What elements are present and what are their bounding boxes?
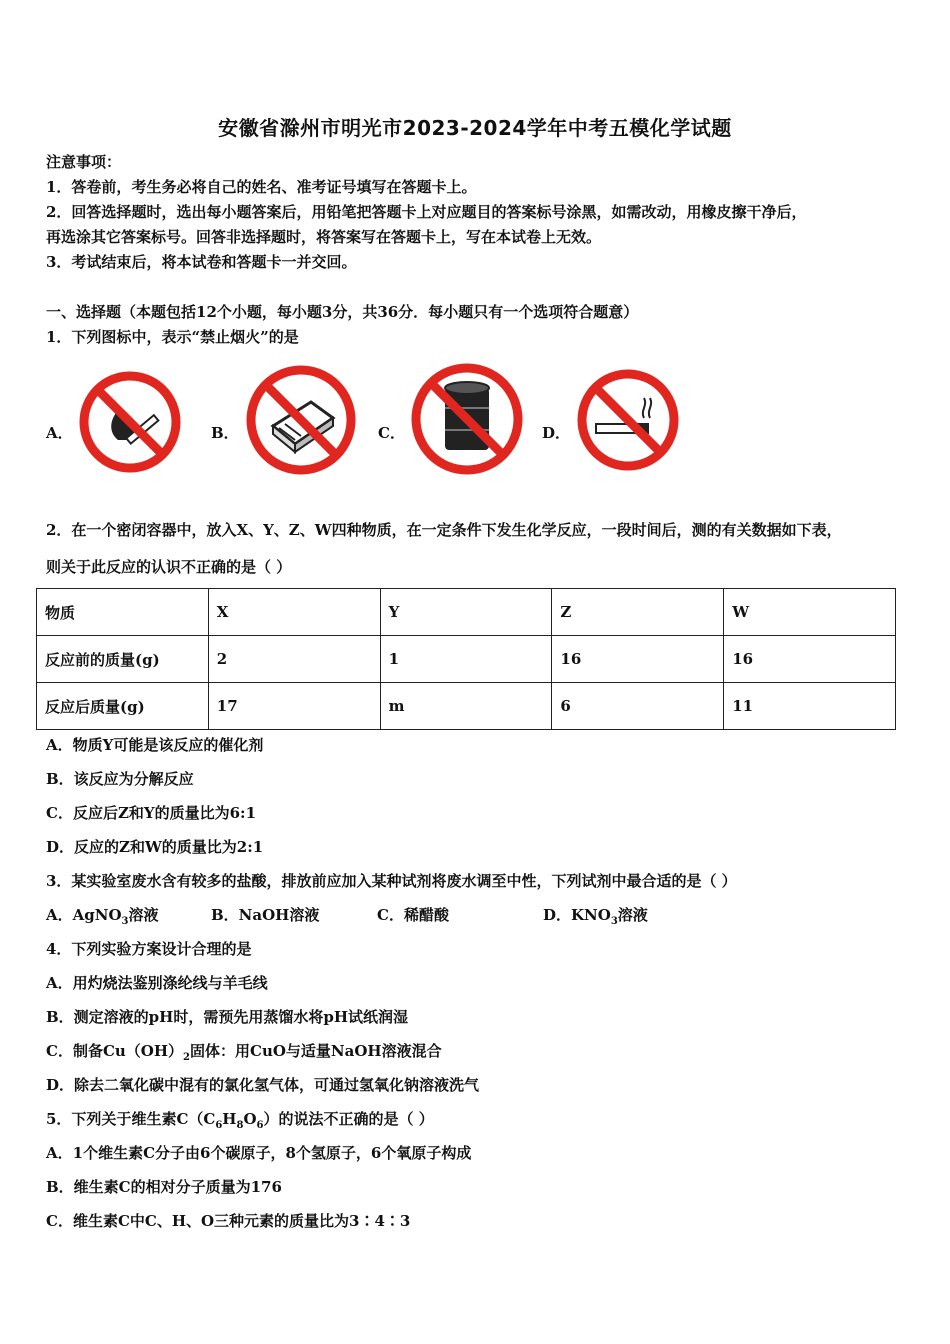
no-fire-icon — [76, 368, 184, 476]
table-cell: 反应后质量(g) — [37, 683, 209, 730]
table-cell: X — [208, 589, 380, 636]
no-matches-icon — [243, 362, 359, 478]
q4-option-d: D．除去二氧化碳中混有的氯化氢气体，可通过氢氧化钠溶液洗气 — [46, 1076, 480, 1094]
q3-a-text: A．AgNO — [46, 906, 122, 924]
q3-d-suffix: 溶液 — [617, 906, 648, 924]
q5-h: H — [222, 1110, 237, 1128]
q2-stem-line1: 2．在一个密闭容器中，放入X、Y、Z、W四种物质，在一定条件下发生化学反应，一段时间后，测的有关数据如下表， — [46, 521, 842, 539]
q3-option-c: C．稀醋酸 — [377, 906, 449, 924]
q4-stem: 4．下列实验方案设计合理的是 — [46, 940, 252, 958]
table-cell: 2 — [208, 636, 380, 683]
table-cell: 17 — [208, 683, 380, 730]
q5-option-c: C．维生素C中C、H、O三种元素的质量比为3∶4∶3 — [46, 1212, 411, 1230]
q1-option-b-label: B． — [211, 424, 239, 442]
table-cell: 16 — [724, 636, 896, 683]
q2-data-table — [36, 588, 896, 730]
page-title: 安徽省滁州市明光市2023-2024学年中考五模化学试题 — [218, 116, 732, 140]
q5-sub-h: 8 — [236, 1120, 244, 1131]
q3-option-a — [46, 905, 159, 932]
q1-option-d-label: D． — [542, 424, 571, 442]
q5-stem-suffix: ）的说法不正确的是（ ） — [263, 1110, 434, 1128]
q4-option-b: B．测定溶液的pH时，需预先用蒸馏水将pH试纸润湿 — [46, 1008, 409, 1026]
q2-option-b: B．该反应为分解反应 — [46, 770, 194, 788]
table-cell: Y — [380, 589, 552, 636]
notice-item-3: 3．考试结束后，将本试卷和答题卡一并交回。 — [46, 253, 357, 271]
section-heading: 一、选择题（本题包括12个小题，每小题3分，共36分．每小题只有一个选项符合题意） — [46, 303, 639, 321]
q1-options — [46, 362, 726, 482]
q1-option-c-label: C． — [378, 424, 405, 442]
q3-option-b: B．NaOH溶液 — [211, 906, 320, 924]
table-cell: m — [380, 683, 552, 730]
q5-stem-text: 5．下列关于维生素C（C — [46, 1110, 216, 1128]
table-row — [37, 636, 896, 683]
q4-option-c — [46, 1041, 442, 1068]
q4-c-text: C．制备Cu（OH） — [46, 1042, 184, 1060]
table-row — [37, 683, 896, 730]
q5-sub-c: 6 — [215, 1120, 223, 1131]
no-oil-drum-icon — [408, 360, 526, 478]
q3-stem: 3．某实验室废水含有较多的盐酸，排放前应加入某种试剂将废水调至中性，下列试剂中最合适的是（ ） — [46, 872, 737, 890]
notice-item-1: 1．答卷前，考生务必将自己的姓名、准考证号填写在答题卡上。 — [46, 178, 477, 196]
q5-o: O — [243, 1110, 257, 1128]
q3-a-suffix: 溶液 — [128, 906, 159, 924]
table-cell: 16 — [552, 636, 724, 683]
table-cell: W — [724, 589, 896, 636]
q3-option-d — [543, 905, 648, 932]
no-smoking-icon — [574, 366, 682, 474]
notice-item-2: 2．回答选择题时，选出每小题答案后，用铅笔把答题卡上对应题目的答案标号涂黑，如需改动，用橡皮擦干净后， — [46, 203, 807, 221]
q2-option-a: A．物质Y可能是该反应的催化剂 — [46, 736, 264, 754]
q5-stem — [46, 1109, 434, 1136]
notice-heading: 注意事项： — [46, 153, 122, 171]
table-cell: 1 — [380, 636, 552, 683]
q3-d-subscript: 3 — [610, 916, 618, 927]
q5-option-b: B．维生素C的相对分子质量为176 — [46, 1178, 282, 1196]
q2-option-c: C．反应后Z和Y的质量比为6:1 — [46, 804, 257, 822]
table-header-row — [37, 589, 896, 636]
q4-c-subscript: 2 — [183, 1052, 190, 1063]
q2-stem-line2: 则关于此反应的认识不正确的是（ ） — [46, 558, 292, 576]
table-cell: 反应前的质量(g) — [37, 636, 209, 683]
q2-option-d: D．反应的Z和W的质量比为2:1 — [46, 838, 264, 856]
q5-option-a: A．1个维生素C分子由6个碳原子，8个氢原子，6个氧原子构成 — [46, 1144, 472, 1162]
q5-sub-o: 6 — [256, 1120, 264, 1131]
q1-option-a-label: A． — [46, 424, 73, 442]
table-cell: 物质 — [37, 589, 209, 636]
q4-c-suffix: 固体：用CuO与适量NaOH溶液混合 — [190, 1042, 442, 1060]
q1-stem: 1．下列图标中，表示“禁止烟火”的是 — [46, 328, 299, 346]
table-cell: 11 — [724, 683, 896, 730]
q4-option-a: A．用灼烧法鉴别涤纶线与羊毛线 — [46, 974, 268, 992]
table-cell: 6 — [552, 683, 724, 730]
q3-d-text: D．KNO — [543, 906, 611, 924]
q3-a-subscript: 3 — [121, 916, 129, 927]
table-cell: Z — [552, 589, 724, 636]
notice-item-2-cont: 再选涂其它答案标号。回答非选择题时，将答案写在答题卡上，写在本试卷上无效。 — [46, 228, 602, 246]
